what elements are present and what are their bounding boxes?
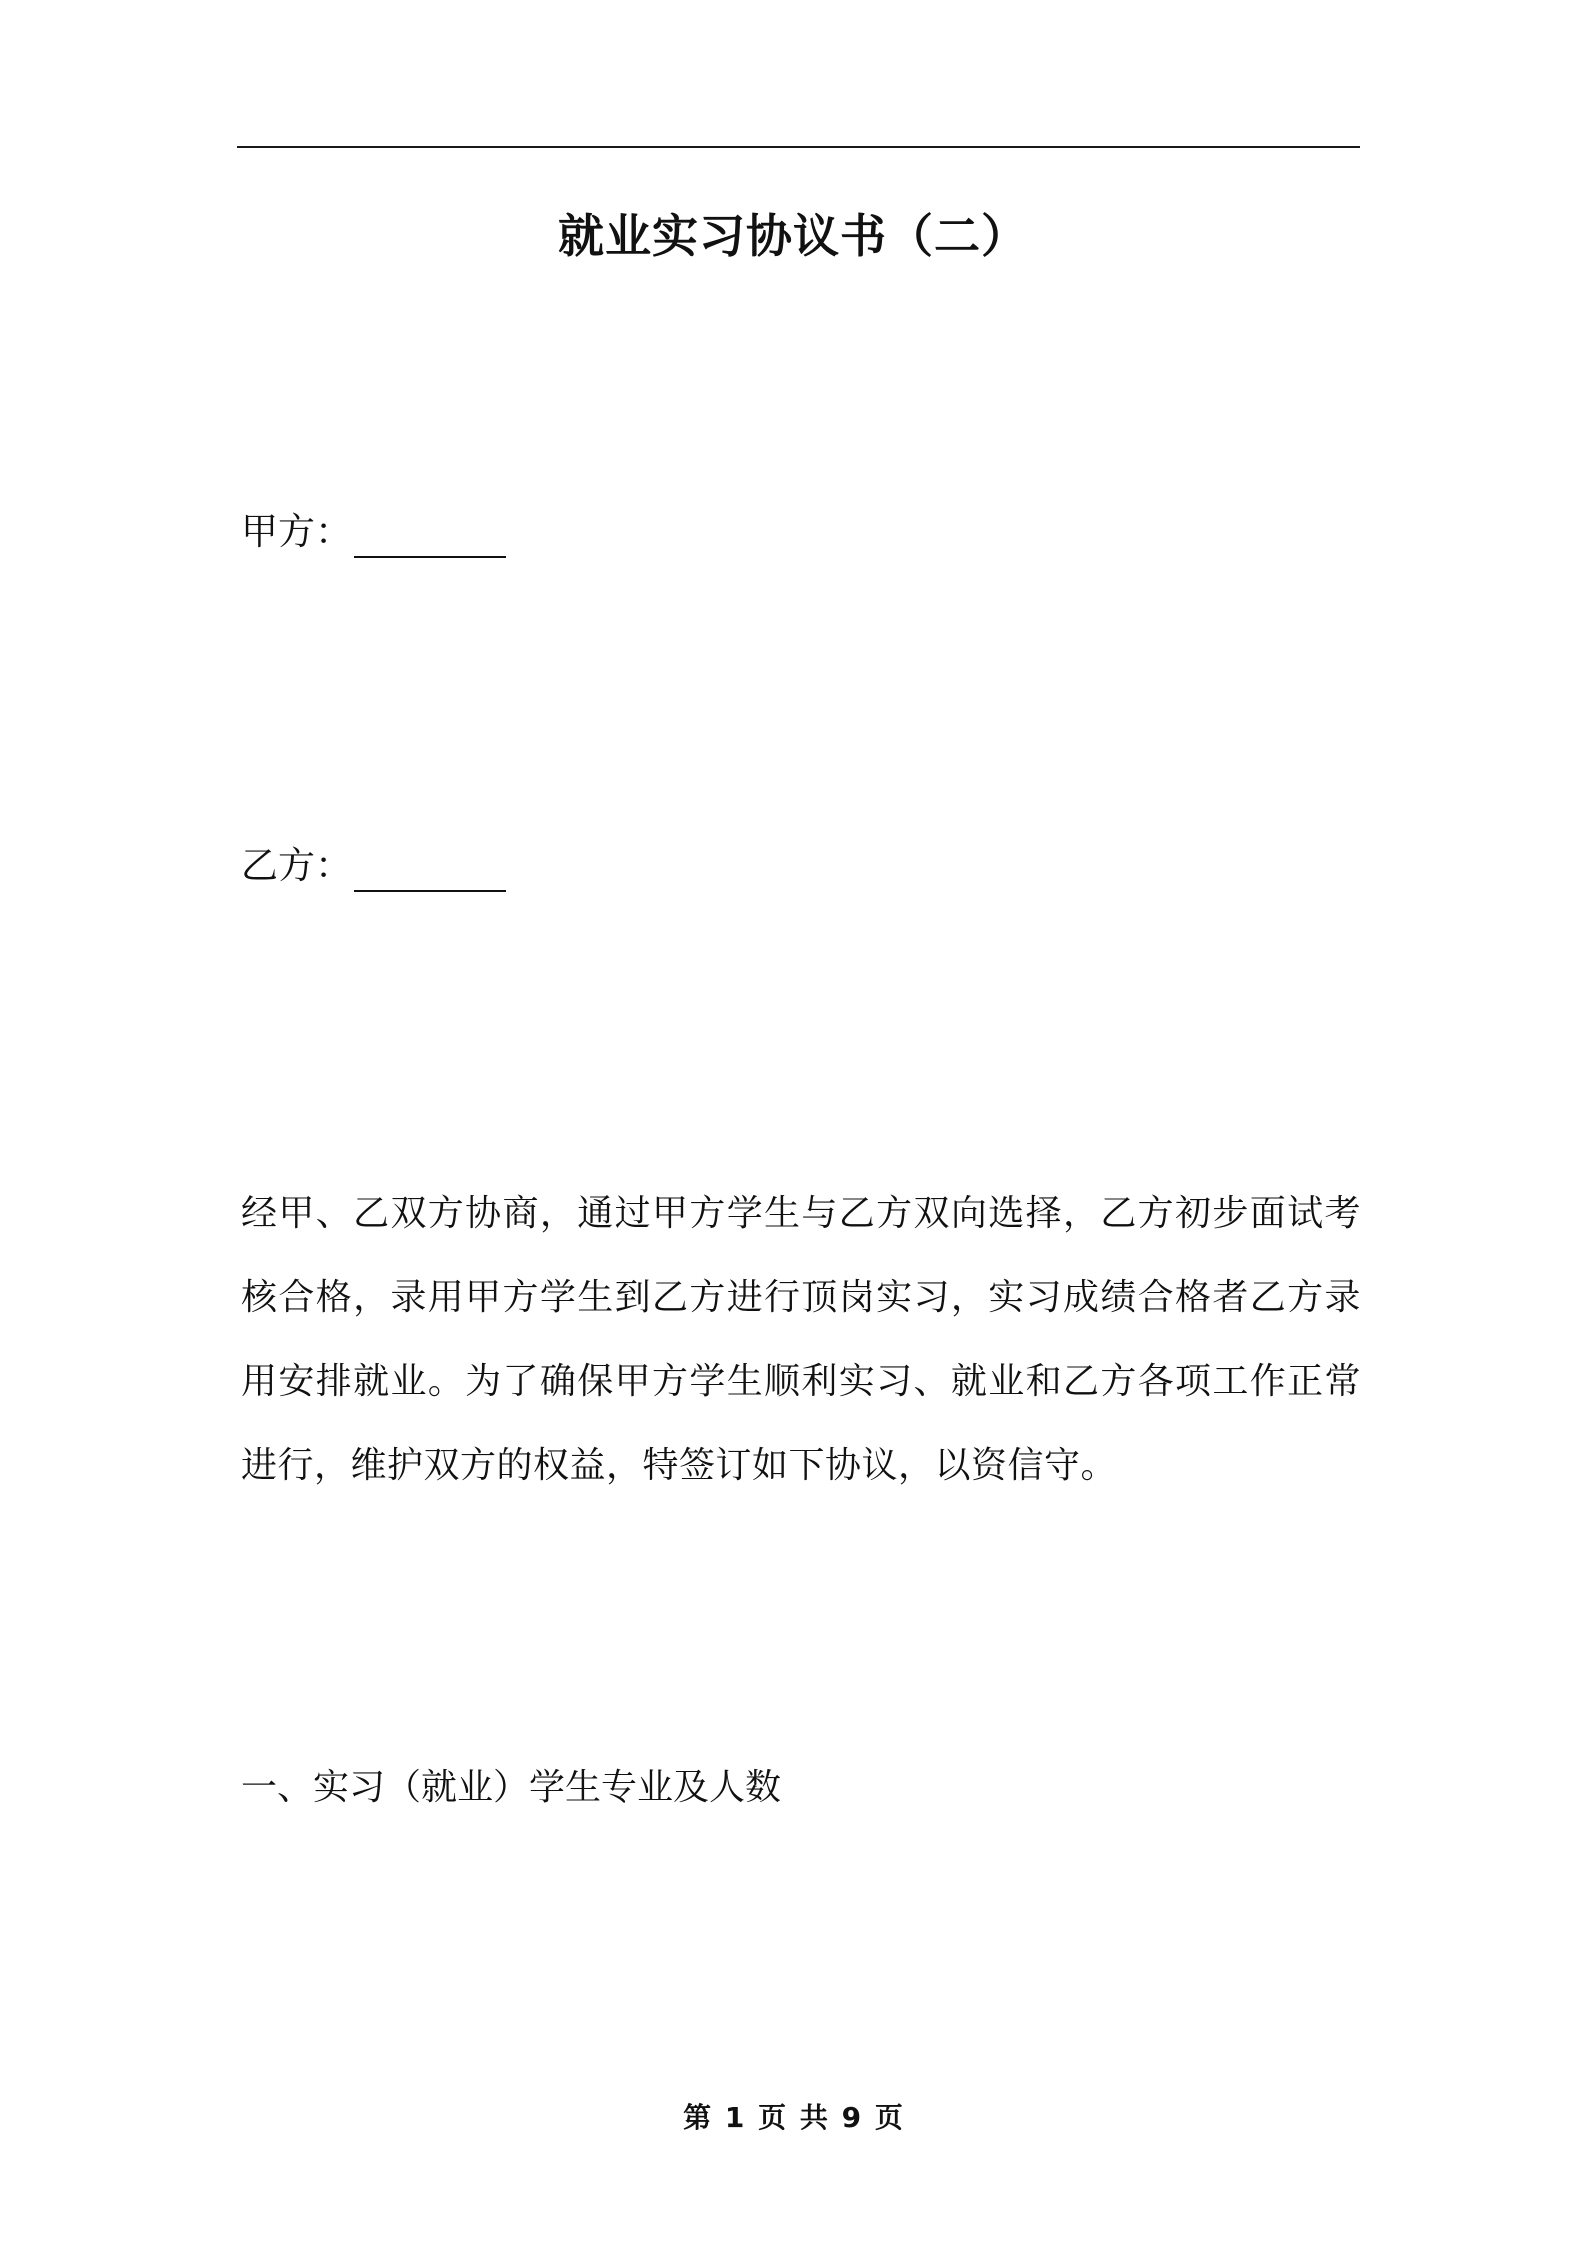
header-divider [237, 146, 1360, 148]
document-title: 就业实习协议书（二） [558, 209, 1028, 263]
party-b-blank [354, 846, 506, 892]
section-1-heading: 一、实习（就业）学生专业及人数 [241, 1767, 782, 1808]
page-number-footer: 第 1 页 共 9 页 [683, 2101, 903, 2134]
party-a-line [241, 506, 506, 558]
party-a-blank [354, 512, 506, 558]
party-b-line [241, 840, 506, 892]
party-b-label: 乙方： [241, 844, 352, 887]
intro-paragraph: 经甲、乙双方协商，通过甲方学生与乙方双向选择，乙方初步面试考核合格，录用甲方学生到乙方进行顶岗实习，实习成绩合格者乙方录用安排就业。为了确保甲方学生顺利实习、就业和乙方各项工作正常进行，维护双方的权益，特签订如下协议，以资信守。 [241, 1193, 1361, 1486]
party-a-label: 甲方： [241, 510, 352, 553]
